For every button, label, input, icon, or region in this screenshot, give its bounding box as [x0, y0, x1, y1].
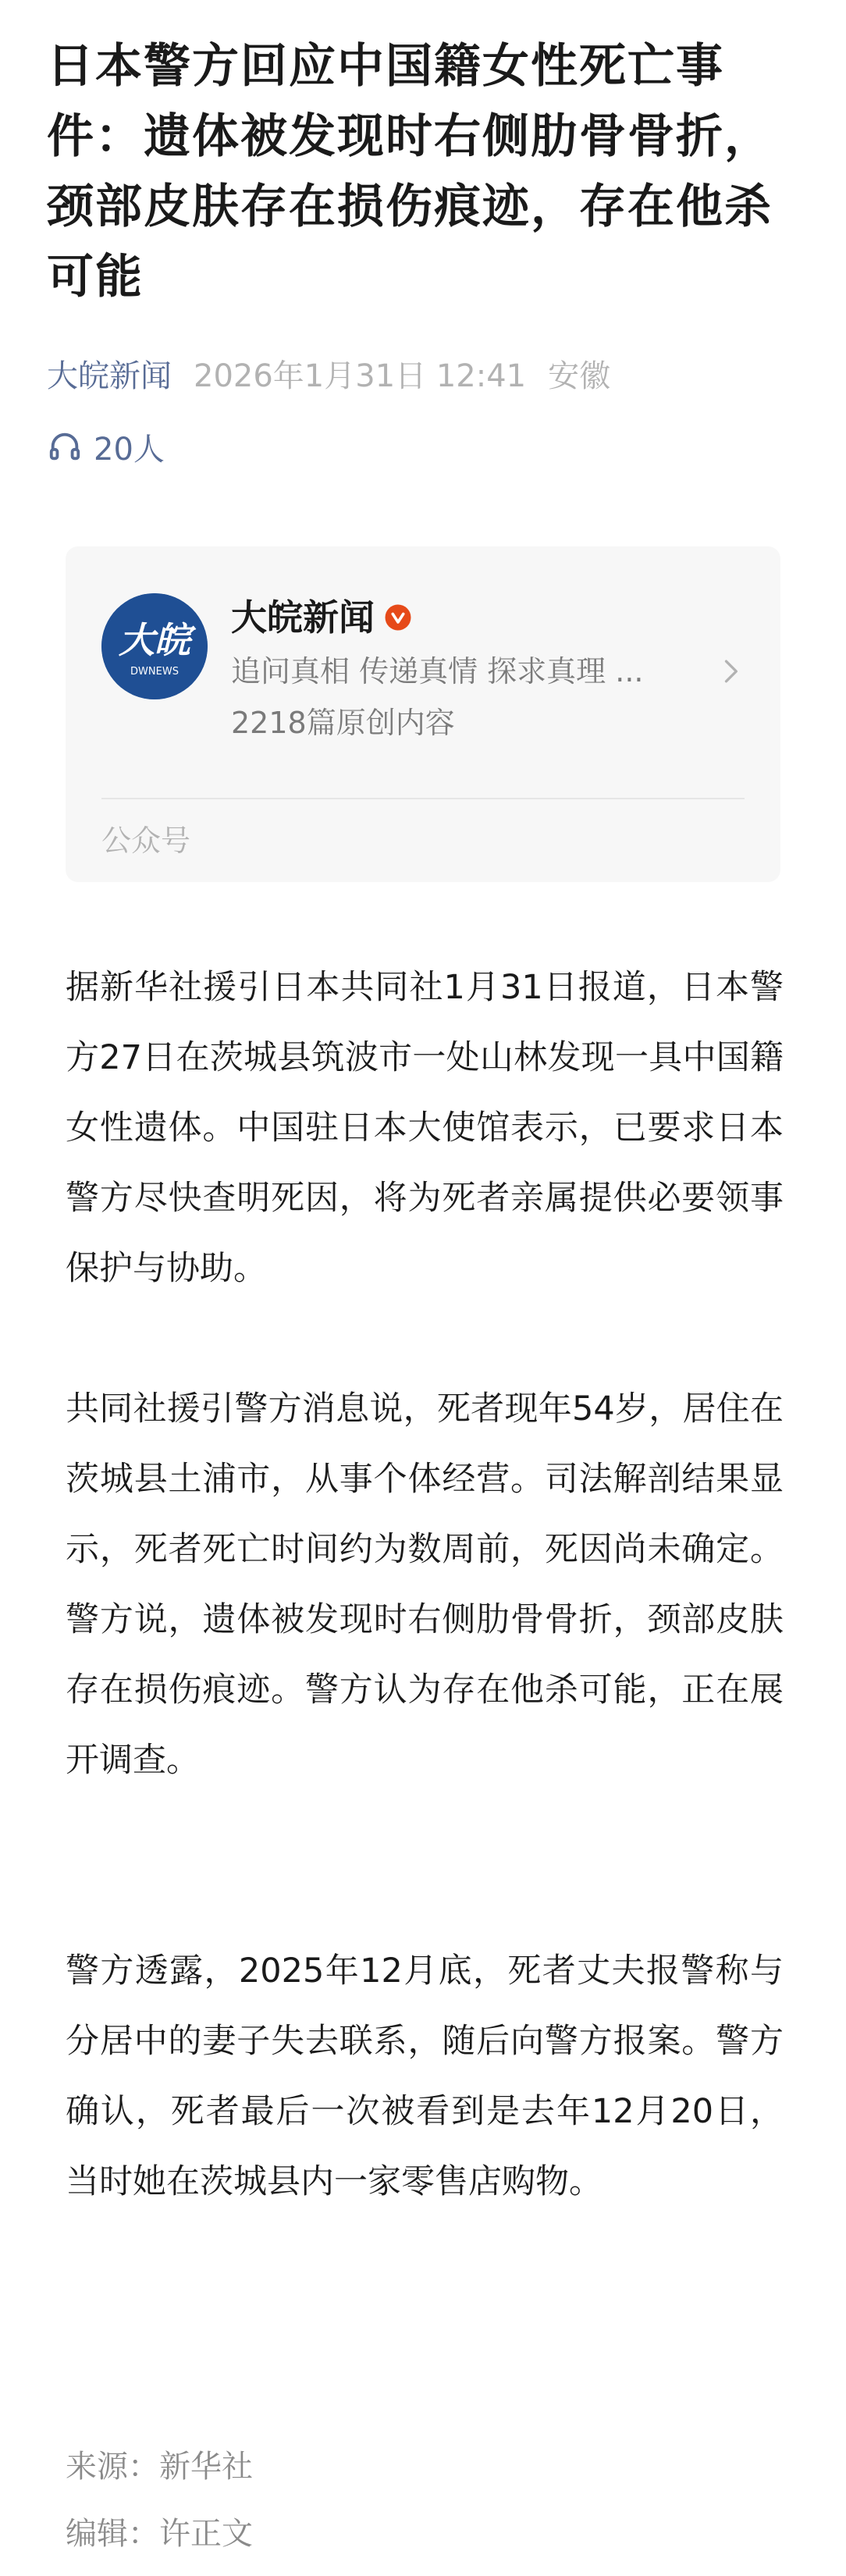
account-name[interactable]	[231, 590, 412, 645]
body-paragraph-3: 警方透露，2025年12月底，死者丈夫报警称与分居中的妻子失去联系，随后向警方报案。警方确认，死者最后一次被看到是去年12月20日，当时她在茨城县内一家零售店购物。	[66, 1952, 784, 2201]
article-meta	[47, 353, 610, 400]
chevron-right-icon[interactable]	[713, 654, 748, 688]
listener-count: 20人	[94, 431, 165, 468]
article-title: 日本警方回应中国籍女性死亡事件：遗体被发现时右侧肋骨骨折，颈部皮肤存在损伤痕迹，存在他杀可能	[47, 39, 773, 304]
card-divider	[101, 798, 745, 799]
source-account-link[interactable]: 大皖新闻	[47, 358, 172, 394]
body-paragraph-2: 共同社援引警方消息说，死者现年54岁，居住在茨城县土浦市，从事个体经营。司法解剖结果显示，死者死亡时间约为数周前，死因尚未确定。警方说，遗体被发现时右侧肋骨骨折，颈部皮肤存在损伤痕迹。警方认为存在他杀可能，正在展开调查。	[66, 1389, 784, 1780]
source-credit: 来源：新华社	[66, 2449, 253, 2485]
verified-badge-icon	[384, 603, 412, 632]
account-type-label: 公众号	[101, 824, 191, 858]
publish-date: 2026年1月31日 12:41	[194, 358, 527, 394]
editor-credit: 编辑：许正文	[66, 2516, 253, 2552]
publish-region: 安徽	[548, 358, 611, 394]
avatar-logo-text: 大皖	[119, 619, 190, 661]
body-paragraph-1: 据新华社援引日本共同社1月31日报道，日本警方27日在茨城县筑波市一处山林发现一具中国籍女性遗体。中国驻日本大使馆表示，已要求日本警方尽快查明死因，将为死者亲属提供必要领事保护与协助。	[66, 968, 784, 1288]
dwnews-logo	[101, 593, 208, 699]
account-card[interactable]	[66, 546, 780, 882]
headphone-icon	[47, 429, 83, 464]
account-description: 追问真相 传递真情 探求真理 ...	[231, 654, 644, 688]
avatar-logo-sub: DWNEWS	[130, 666, 179, 678]
account-avatar[interactable]	[101, 593, 208, 699]
listen-button[interactable]	[47, 423, 165, 470]
original-content-count: 2218篇原创内容	[231, 706, 455, 740]
account-name-text: 大皖新闻	[231, 596, 375, 639]
